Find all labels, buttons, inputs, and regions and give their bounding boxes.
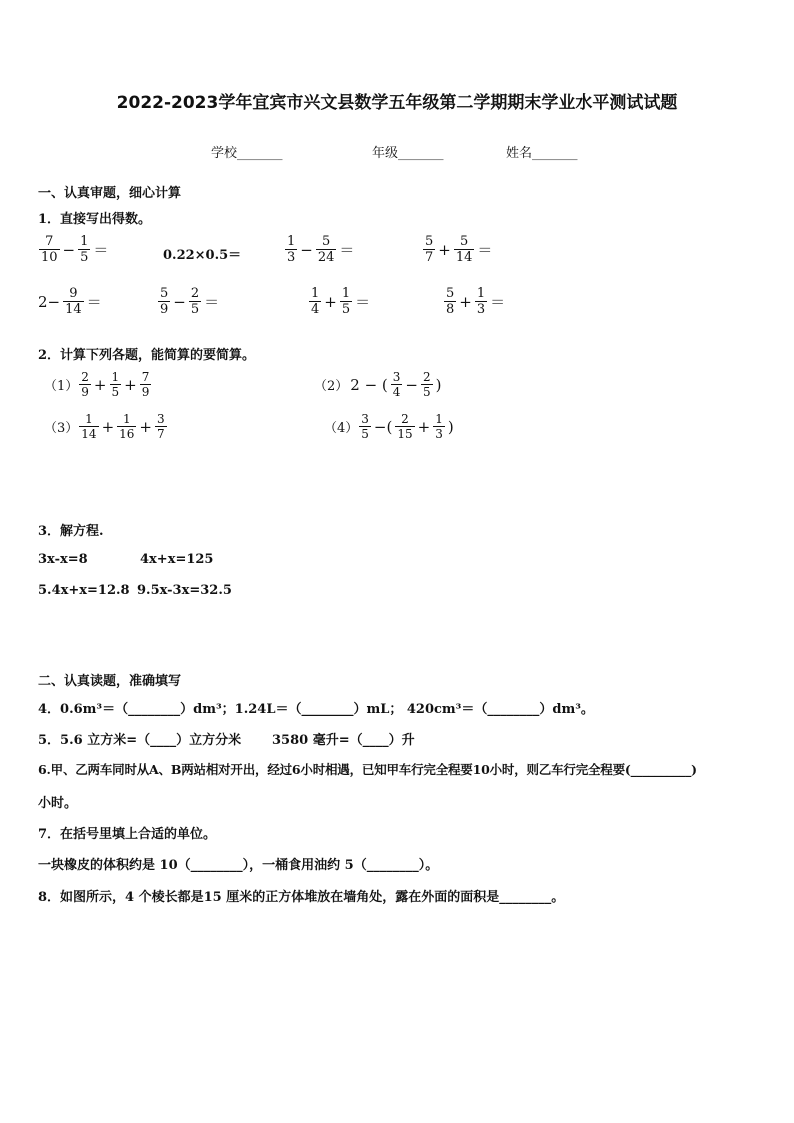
section-1-heading: 一、认真审题，细心计算 <box>38 186 182 201</box>
q1-item-3: $\frac{1}{3}$ − $\frac{5}{24}$ ＝ <box>287 234 355 265</box>
q1-item-6: $\frac{5}{9}$ − $\frac{2}{5}$ ＝ <box>160 286 220 317</box>
q2-part-1: （1） $\frac{2}{9}$ + $\frac{1}{5}$ + $\frac{7}{9}$ <box>44 370 150 399</box>
question-2-label: 2．计算下列各题，能简算的要简算。 <box>38 348 256 363</box>
question-6-line-1: 6.甲、乙两车同时从A、B两站相对开出，经过6小时相遇，已知甲车行完全程要10小时，则乙车行完全程要(__________) <box>38 762 697 777</box>
question-7-text: 一块橡皮的体积约是 10（________），一桶食用油约 5（________）。 <box>38 858 439 873</box>
q1-item-2: 0.22×0.5＝ <box>163 248 242 263</box>
q1-item-8: $\frac{5}{8}$ + $\frac{1}{3}$ ＝ <box>446 286 506 317</box>
equation-3: 5.4x+x=12.8 <box>38 583 130 598</box>
q1-item-7: $\frac{1}{4}$ + $\frac{1}{5}$ ＝ <box>311 286 371 317</box>
page-title: 2022-2023学年宜宾市兴文县数学五年级第二学期期末学业水平测试试题 <box>116 93 678 113</box>
equation-2: 4x+x=125 <box>140 552 214 567</box>
fraction: $\frac{1}{5}$ <box>80 234 89 265</box>
question-6-line-2: 小时。 <box>38 796 78 811</box>
q1-item-1: $\frac{7}{10}$ − $\frac{1}{5}$ ＝ <box>41 234 109 265</box>
section-2-heading: 二、认真读题，准确填写 <box>38 674 182 689</box>
question-3-label: 3．解方程. <box>38 524 104 539</box>
q2-part-2: （2） 2 − ( $\frac{3}{4}$ − $\frac{2}{5}$ ) <box>314 370 442 399</box>
question-7-label: 7．在括号里填上合适的单位。 <box>38 827 217 842</box>
question-1-label: 1．直接写出得数。 <box>38 212 152 227</box>
question-5-part-b: 3580 毫升=（____）升 <box>272 733 415 748</box>
question-8: 8．如图所示，4 个棱长都是15 厘米的正方体堆放在墙角处，露在外面的面积是________。 <box>38 890 565 905</box>
fraction: $\frac{7}{10}$ <box>41 234 58 265</box>
grade-field: 年级_______ <box>372 146 444 161</box>
name-field: 姓名_______ <box>506 146 578 161</box>
q2-part-3: （3） $\frac{1}{14}$ + $\frac{1}{16}$ + $\frac{3}{7}$ <box>44 412 165 441</box>
school-field: 学校_______ <box>211 146 283 161</box>
question-4: 4．0.6m³＝（________）dm³；1.24L＝（________）mL； 420cm³＝（________）dm³。 <box>38 702 594 717</box>
equation-4: 9.5x-3x=32.5 <box>137 583 232 598</box>
q1-item-5: 2− $\frac{9}{14}$ ＝ <box>38 286 102 317</box>
q2-part-4: （4） $\frac{3}{5}$ −( $\frac{2}{15}$ + $\frac{1}{3}$ ) <box>324 412 454 441</box>
question-5-part-a: 5．5.6 立方米=（____）立方分米 <box>38 733 242 748</box>
q1-item-4: $\frac{5}{7}$ + $\frac{5}{14}$ ＝ <box>425 234 493 265</box>
equation-1: 3x-x=8 <box>38 552 88 567</box>
